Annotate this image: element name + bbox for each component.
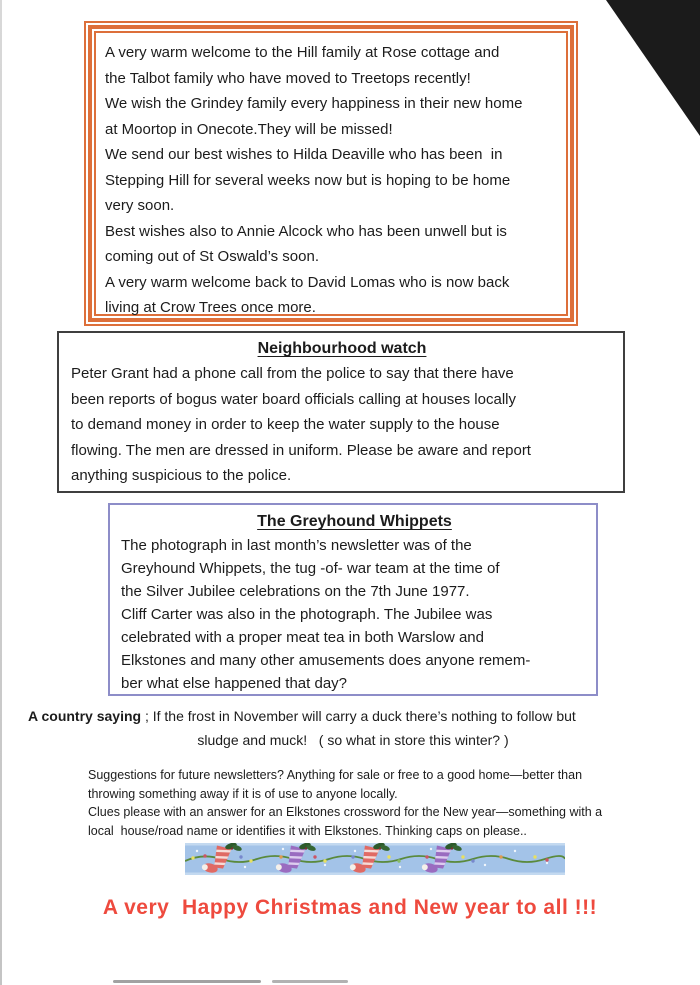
suggestions-line: Clues please with an answer for an Elkstones crossword for the New year—something with a: [88, 805, 603, 819]
greyhound-whippets-line: Cliff Carter was also in the photograph. The Jubilee was: [121, 606, 493, 623]
welcome-line: living at Crow Trees once more.: [105, 299, 316, 316]
neighbourhood-watch-line: to demand money in order to keep the water supply to the house: [71, 416, 500, 433]
welcome-line: We send our best wishes to Hilda Deaville who has been in: [105, 146, 503, 163]
neighbourhood-watch-line: flowing. The men are dressed in uniform. Please be aware and report: [71, 441, 531, 459]
welcome-line: at Moortop in Onecote.They will be missed!: [105, 120, 393, 138]
greyhound-whippets-line: Elkstones and many other amusements does anyone remem-: [121, 652, 531, 669]
welcome-box-text: [94, 31, 568, 316]
suggestions-line: throwing something away if it is of use to anyone locally.: [88, 786, 398, 801]
greyhound-whippets-box: [108, 503, 598, 696]
greyhound-whippets-line: The photograph in last month’s newsletter was of the: [121, 537, 472, 554]
scan-bottom-artifact: [272, 980, 348, 983]
greyhound-whippets-line: the Silver Jubilee celebrations on the 7th June 1977.: [121, 583, 470, 600]
greyhound-whippets-title: The Greyhound Whippets: [257, 513, 452, 530]
welcome-line: We wish the Grindey family every happiness in their new home: [105, 95, 523, 112]
greyhound-whippets-line: ber what else happened that day?: [121, 675, 348, 692]
neighbourhood-watch-box: [57, 331, 625, 493]
greyhound-whippets-line: Greyhound Whippets, the tug -of- war team at the time of: [121, 560, 500, 577]
christmas-greeting: A very Happy Christmas and New year to all !!!: [102, 896, 598, 919]
country-saying-line2: sludge and muck! ( so what in store this winter? ): [197, 732, 509, 748]
country-saying-label: A country saying: [28, 708, 142, 724]
christmas-stockings-banner: [185, 843, 565, 875]
neighbourhood-watch-line: anything suspicious to the police.: [71, 467, 292, 484]
welcome-box: [84, 21, 578, 326]
scan-corner-artifact: [600, 0, 700, 136]
neighbourhood-watch-line: Peter Grant had a phone call from the police to say that there have: [71, 365, 514, 382]
neighbourhood-watch-line: been reports of bogus water board officials calling at houses locally: [71, 390, 516, 408]
country-saying-rest: ; If the frost in November will carry a duck there’s nothing to follow but: [144, 708, 576, 724]
country-saying: [28, 704, 678, 752]
welcome-line: Best wishes also to Annie Alcock who has been unwell but is: [105, 222, 507, 240]
welcome-line: the Talbot family who have moved to Treetops recently!: [105, 69, 471, 87]
welcome-line: Stepping Hill for several weeks now but is hoping to be home: [105, 171, 511, 189]
greyhound-whippets-line: celebrated with a proper meat tea in both Warslow and: [121, 629, 484, 646]
welcome-line: A very warm welcome to the Hill family at Rose cottage and: [105, 44, 500, 61]
welcome-box-mid-border: [88, 25, 574, 322]
welcome-line: coming out of St Oswald’s soon.: [105, 248, 319, 265]
neighbourhood-watch-title: Neighbourhood watch: [257, 340, 427, 357]
welcome-line: very soon.: [105, 197, 175, 214]
suggestions-line: Suggestions for future newsletters? Anything for sale or free to a good home—better than: [88, 768, 583, 782]
country-saying-line1: [28, 704, 678, 728]
suggestions-line: local house/road name or identifies it with Elkstones. Thinking caps on please..: [88, 823, 527, 838]
scan-left-edge-artifact: [0, 0, 2, 985]
suggestions-note: [88, 766, 654, 840]
welcome-line: A very warm welcome back to David Lomas who is now back: [105, 273, 510, 291]
scan-bottom-artifact: [113, 980, 261, 983]
